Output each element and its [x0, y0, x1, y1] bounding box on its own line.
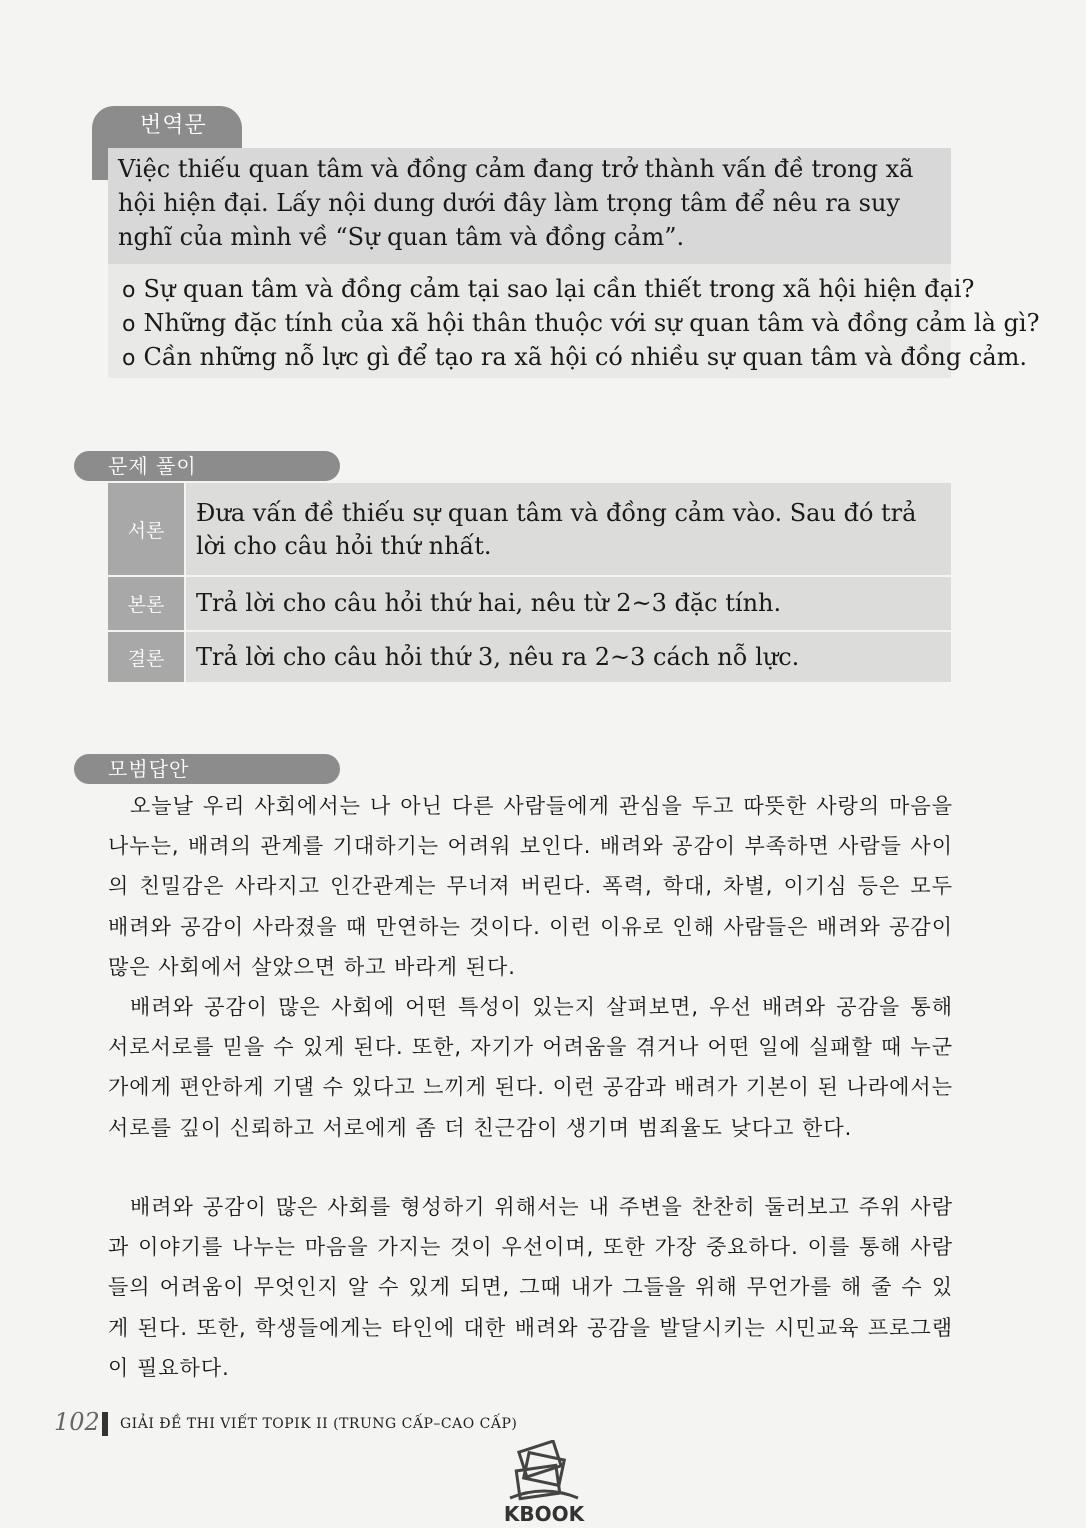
- question-text: Cần những nỗ lực gì để tạo ra xã hội có nhiều sự quan tâm và đồng cảm.: [143, 343, 1028, 371]
- footer-divider: [102, 1412, 108, 1436]
- translation-tab: 번역문: [92, 106, 242, 150]
- bullet-icon: o: [122, 312, 136, 337]
- question-item: [122, 306, 1040, 342]
- question-item: [122, 272, 975, 308]
- solution-row-body: [108, 577, 951, 630]
- model-answer-paragraph: 오늘날 우리 사회에서는 나 아닌 다른 사람들에게 관심을 두고 따뜻한 사랑의 마음을 나누는, 배려의 관계를 기대하기는 어려워 보인다. 배려와 공감이 부족하면 사람들 사이의 친밀감은 사라지고 인간관계는 무너져 버린다. 폭력, 학대, 차별, 이기심 등은 모두 배려와 공감이 사라졌을 때 만연하는 것이다. 이런 이유로 인해 사람들은 배려와 공감이 많은 사회에서 살았으면 하고 바라게 된다.: [108, 794, 953, 979]
- bullet-icon: o: [122, 278, 136, 303]
- translation-prompt: Việc thiếu quan tâm và đồng cảm đang trở thành vấn đề trong xã hội hiện đại. Lấy nội dung dưới đây làm trọng tâm để nêu ra suy nghĩ của mình về “Sự quan tâm và đồng cảm”.: [118, 155, 914, 251]
- row-text: Đưa vấn đề thiếu sự quan tâm và đồng cảm vào. Sau đó trả lời cho câu hỏi thứ nhất.: [186, 483, 951, 575]
- question-item: [122, 340, 1028, 376]
- solution-tab: 문제 풀이: [74, 451, 340, 481]
- book-title: GIẢI ĐỀ THI VIẾT TOPIK II (TRUNG CẤP–CAO CẤP): [120, 1416, 518, 1432]
- row-text: Trả lời cho câu hỏi thứ hai, nêu từ 2~3 đặc tính.: [186, 577, 951, 630]
- row-label: 결론: [108, 632, 184, 682]
- model-answer-paragraph: 배려와 공감이 많은 사회에 어떤 특성이 있는지 살펴보면, 우선 배려와 공감을 통해 서로서로를 믿을 수 있게 된다. 또한, 자기가 어려움을 겪거나 어떤 일에 실패할 때 누군가에게 편안하게 기댈 수 있다고 느끼게 된다. 이런 공감과 배려가 기본이 된 나라에서는 서로를 깊이 신뢰하고 서로에게 좀 더 친근감이 생기며 범죄율도 낮다고 한다.: [108, 995, 953, 1140]
- model-answer-paragraph: 배려와 공감이 많은 사회를 형성하기 위해서는 내 주변을 찬찬히 둘러보고 주위 사람과 이야기를 나누는 마음을 가지는 것이 우선이며, 또한 가장 중요하다. 이를 통해 사람들의 어려움이 무엇인지 알 수 있게 되면, 그때 내가 그들을 위해 무언가를 해 줄 수 있게 된다. 또한, 학생들에게는 타인에 대한 배려와 공감을 발달시키는 시민교육 프로그램이 필요하다.: [108, 1195, 953, 1380]
- row-label: 본론: [108, 577, 184, 630]
- logo-text: KBOOK: [503, 1502, 585, 1526]
- kbook-logo: [496, 1440, 592, 1528]
- solution-row-conclusion: [108, 632, 951, 682]
- row-text: Trả lời cho câu hỏi thứ 3, nêu ra 2~3 cách nỗ lực.: [186, 632, 951, 682]
- question-text: Những đặc tính của xã hội thân thuộc với sự quan tâm và đồng cảm là gì?: [143, 309, 1040, 337]
- row-label: 서론: [108, 483, 184, 575]
- model-answer-tab: 모범답안: [74, 754, 340, 784]
- book-stack-icon: [496, 1440, 592, 1506]
- bullet-icon: o: [122, 346, 136, 371]
- solution-row-intro: [108, 483, 951, 575]
- page-number: 102: [54, 1408, 100, 1436]
- question-text: Sự quan tâm và đồng cảm tại sao lại cần thiết trong xã hội hiện đại?: [143, 275, 975, 303]
